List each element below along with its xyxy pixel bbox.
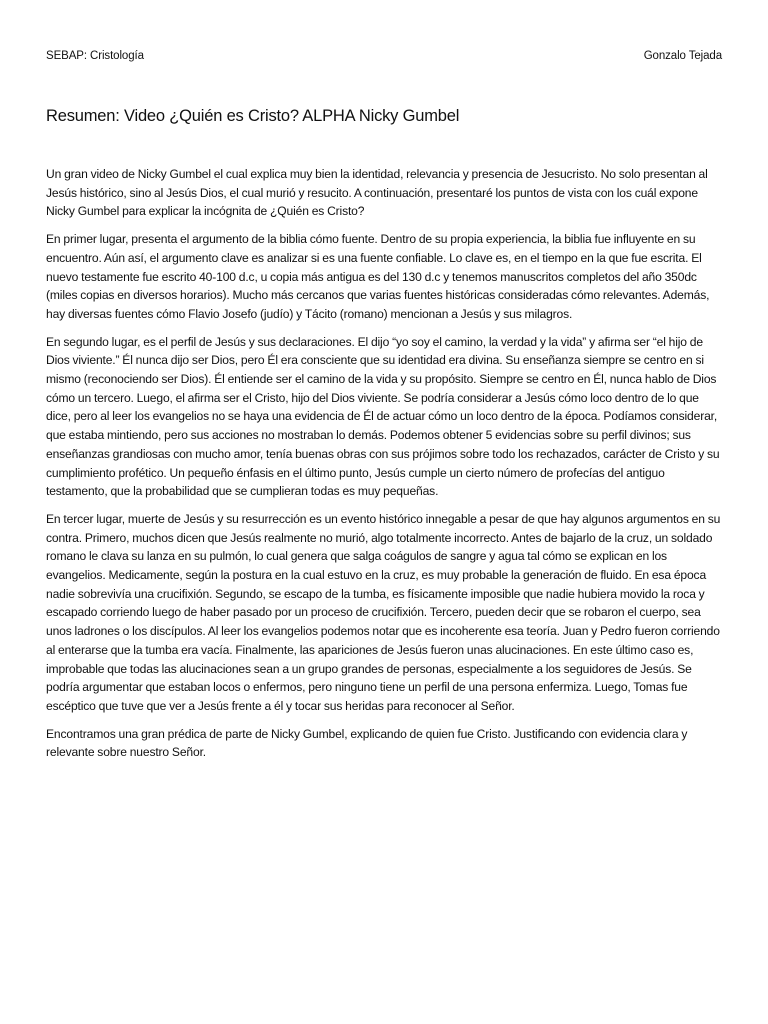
paragraph-intro: Un gran video de Nicky Gumbel el cual explica muy bien la identidad, relevancia y presencia de Jesucristo. No solo presentan al Jesús histórico, sino al Jesús Dios, el cual murió y resucito. A continuación, presentaré los puntos de vista con los cuál expone Nicky Gumbel para explicar la incógnita de ¿Quién es Cristo? (46, 167, 708, 219)
page-header (46, 48, 722, 64)
document-body (46, 165, 722, 762)
paragraph-third-point: En tercer lugar, muerte de Jesús y su resurrección es un evento histórico innegable a pesar de que hay algunos argumentos en su contra. Primero, muchos dicen que Jesús realmente no murió, algo totalmente incorrecto. Antes de bajarlo de la cruz, un soldado romano le clava su lanza en su pulmón, lo cual genera que salga coágulos de sangre y agua tal cómo se explican en los evangelios. Medicamente, según la postura en la cual estuvo en la cruz, es muy probable la generación de fluido. En esa época nadie sobrevivía una crucifixión. Segundo, se escapo de la tumba, es físicamente imposible que nadie hubiera movido la roca y escapado corriendo luego de haber pasado por un proceso de crucifixión. Tercero, pueden decir que se robaron el cuerpo, sea unos ladrones o los discípulos. Al leer los evangelios podemos notar que es incoherente esa teoría. Juan y Pedro fueron corriendo al enterarse que la tumba era vacía. Finalmente, las apariciones de Jesús fueron unas alucinaciones. En este último caso es, improbable que todas las alucinaciones sean a un grupo grandes de personas, especialmente a los seguidores de Jesús. Se podría argumentar que estaban locos o enfermos, pero ninguno tiene un perfil de una persona enfermiza. Luego, Tomas fue escéptico que tuve que ver a Jesús frente a él y tocar sus heridas para reconocer al Señor. (46, 511, 721, 713)
header-course: SEBAP: Cristología (46, 50, 144, 62)
paragraph-first-point: En primer lugar, presenta el argumento de la biblia cómo fuente. Dentro de su propia experiencia, la biblia fue influyente en su encuentro. Aún así, el argumento clave es analizar si es una fuente confiable. Lo clave es, en el tiempo en la que fue escrita. El nuevo testamente fue escrito 40-100 d.c, u copia más antigua es del 130 d.c y tenemos manuscritos completos del año 350dc (miles copias en diversos horarios). Mucho más cercanos que varias fuentes históricas consideradas cómo relevantes. Además, hay diversas fuentes cómo Flavio Josefo (judío) y Tácito (romano) mencionan a Jesús y sus milagros. (46, 232, 710, 321)
paragraph-second-point: En segundo lugar, es el perfil de Jesús y sus declaraciones. El dijo “yo soy el camino, la verdad y la vida” y afirma ser “el hijo de Dios viviente.” Él nunca dijo ser Dios, pero Él era consciente que su identidad era divina. Su enseñanza siempre se centro en si mismo (reconociendo ser Dios). Él entiende ser el camino de la vida y su propósito. Siempre se centro en Él, nunca hablo de Dios cómo un tercero. Luego, el afirma ser el Cristo, hijo del Dios viviente. Se podría considerar a Jesús cómo loco dentro de lo que dice, pero al leer los evangelios no se haya una evidencia de Él de actuar cómo un loco dentro de la época. Podíamos considerar, que estaba mintiendo, pero sus acciones no mostraban lo demás. Podemos obtener 5 evidencias sobre su perfil divinos; sus enseñanzas grandiosas con mucho amor, tenía buenas obras con sus prójimos sobre todo los rechazados, carácter de Cristo y su cumplimiento profético. Un pequeño énfasis en el último punto, Jesús cumple un cierto número de profecías del antiguo testamento, que la probabilidad que se cumplieran todas es muy pequeñas. (46, 334, 720, 499)
paragraph-conclusion: Encontramos una gran prédica de parte de Nicky Gumbel, explicando de quien fue Cristo. Justificando con evidencia clara y relevante sobre nuestro Señor. (46, 726, 688, 760)
document-title: Resumen: Video ¿Quién es Cristo? ALPHA Nicky Gumbel (46, 107, 460, 125)
header-author: Gonzalo Tejada (643, 50, 722, 62)
